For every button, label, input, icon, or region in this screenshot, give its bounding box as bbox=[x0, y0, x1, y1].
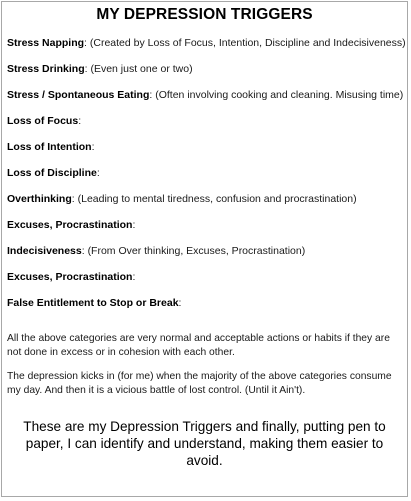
trigger-item: Loss of Focus: bbox=[7, 115, 82, 127]
trigger-item: False Entitlement to Stop or Break: bbox=[7, 297, 182, 309]
trigger-name: Stress / Spontaneous Eating bbox=[7, 89, 150, 101]
trigger-note: (Even just one or two) bbox=[90, 63, 193, 75]
trigger-item: Excuses, Procrastination: bbox=[7, 219, 136, 231]
trigger-item: Stress / Spontaneous Eating: (Often involving cooking and cleaning. Misusing time) bbox=[7, 89, 404, 101]
trigger-name: Overthinking bbox=[7, 193, 72, 205]
explanation-paragraph: The depression kicks in (for me) when the majority of the above categories consume my day. And then it is a vicious battle of lost control. (Until it Ain't). bbox=[7, 371, 392, 396]
trigger-note: (Often involving cooking and cleaning. Misusing time) bbox=[155, 89, 404, 101]
trigger-item: Indecisiveness: (From Over thinking, Excuses, Procrastination) bbox=[7, 245, 306, 257]
trigger-item: Excuses, Procrastination: bbox=[7, 271, 136, 283]
trigger-item: Loss of Intention: bbox=[7, 141, 95, 153]
trigger-name: False Entitlement to Stop or Break bbox=[7, 297, 179, 309]
trigger-note: (Created by Loss of Focus, Intention, Discipline and Indecisiveness) bbox=[89, 37, 406, 49]
trigger-name: Loss of Focus bbox=[7, 115, 79, 127]
trigger-item: Stress Napping: (Created by Loss of Focus, Intention, Discipline and Indecisiveness) bbox=[7, 37, 406, 49]
trigger-item: Overthinking: (Leading to mental tiredness, confusion and procrastination) bbox=[7, 193, 357, 205]
trigger-note: (From Over thinking, Excuses, Procrastination) bbox=[87, 245, 306, 257]
trigger-note: (Leading to mental tiredness, confusion and procrastination) bbox=[77, 193, 357, 205]
explanation-paragraph: All the above categories are very normal and acceptable actions or habits if they are not done in excess or in cohesion with each other. bbox=[7, 333, 390, 358]
trigger-name: Excuses, Procrastination bbox=[7, 219, 133, 231]
trigger-name: Loss of Discipline bbox=[7, 167, 97, 179]
trigger-name: Loss of Intention bbox=[7, 141, 92, 153]
document-page bbox=[1, 1, 408, 497]
trigger-list bbox=[7, 37, 406, 310]
closing-statement: These are my Depression Triggers and finally, putting pen to paper, I can identify and understand, making them easier to avoid. bbox=[23, 419, 386, 468]
trigger-name: Excuses, Procrastination bbox=[7, 271, 133, 283]
document-title: MY DEPRESSION TRIGGERS bbox=[96, 6, 313, 23]
trigger-item: Loss of Discipline: bbox=[7, 167, 100, 179]
trigger-name: Stress Drinking bbox=[7, 63, 85, 75]
trigger-name: Stress Napping bbox=[7, 37, 85, 49]
trigger-name: Indecisiveness bbox=[7, 245, 82, 257]
trigger-item: Stress Drinking: (Even just one or two) bbox=[7, 63, 193, 75]
